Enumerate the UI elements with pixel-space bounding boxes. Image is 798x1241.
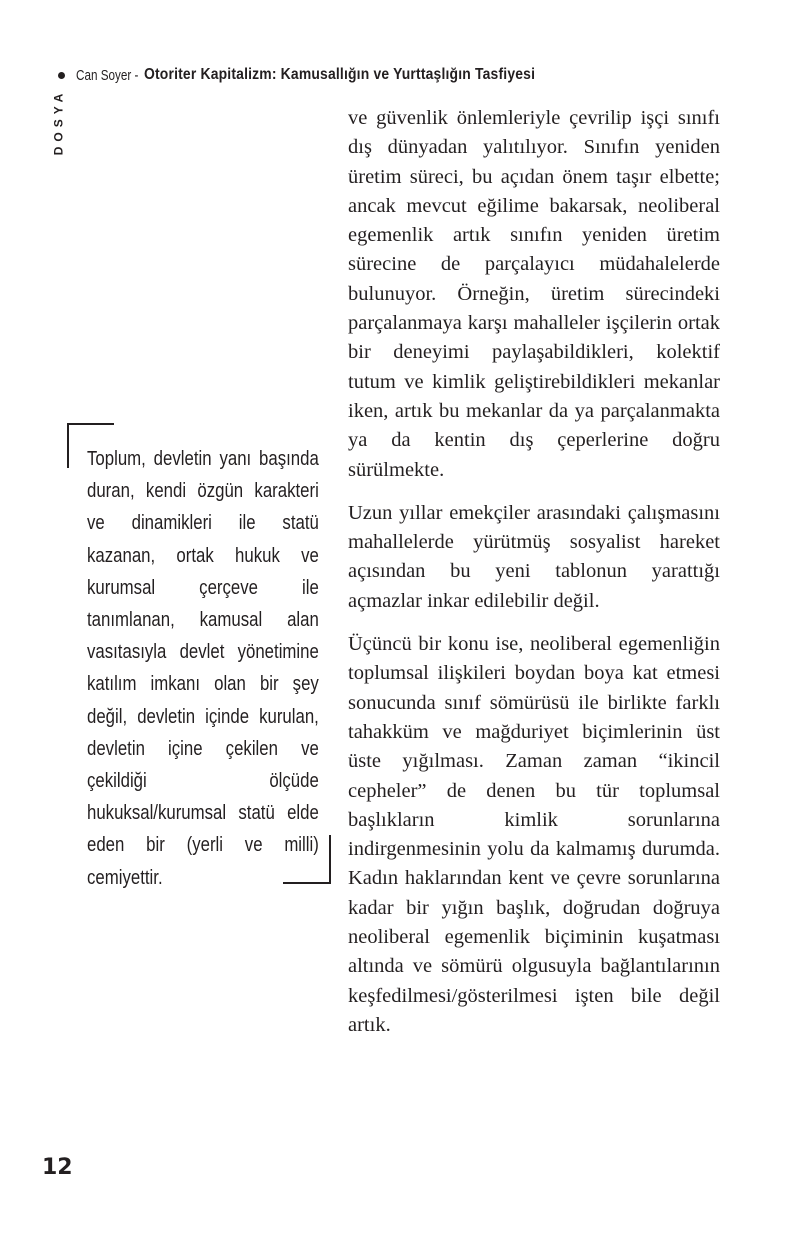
pullquote-bracket-top-horizontal — [67, 423, 114, 425]
header-author: Can Soyer - — [76, 66, 139, 84]
header-article-title: Otoriter Kapitalizm: Kamusallığın ve Yurttaşlığın Tasfiyesi — [144, 66, 536, 83]
section-label-text: DOSYA — [51, 88, 66, 156]
body-paragraph: Üçüncü bir konu ise, neoliberal egemenliğin toplumsal ilişkileri boydan boya kat etmesi sonucunda sınıf sömürüsü ile birlikte farklı tahakküm ve mağduriyet biçimlerinin üst üste yığılması. Zaman zaman “ikincil cepheler” de denen bu tür toplumsal başlıkların kimlik sorunlarına indirgenmesinin yolu da kalmamış durumda. Kadın haklarından kent ve çevre sorunlarına kadar bir yığın başlık, doğrudan doğruya neoliberal egemenlik biçiminin kuşatması altında ve sömürü olgusuyla bağlantılarının keşfedilmesi/gösterilmesi işten bile değil artık. — [348, 633, 720, 1036]
pullquote-bracket-top-vertical — [67, 423, 69, 468]
section-label — [47, 88, 69, 156]
pullquote-bracket-bottom-vertical — [329, 835, 331, 883]
body-paragraph: Uzun yıllar emekçiler arasındaki çalışmasını mahallelerde yürütmüş sosyalist hareket açısından bu yeni tablonun yarattığı açmazlar inkar edilebilir değil. — [348, 501, 720, 612]
pullquote-text: Toplum, devletin yanı başında duran, kendi özgün karakteri ve dinamikleri ile statü kazanan, ortak hukuk ve kurumsal çerçeve ile tanımlanan, kamusal alan vasıtasıyla devlet yönetimine katılım imkanı olan bir şey değil, devletin içinde kurulan, devletin içine çekilen ve çekildiği ölçüde hukuksal/kurumsal statü elde eden bir (yerli ve milli) cemiyettir. — [87, 448, 319, 889]
running-header — [58, 63, 594, 87]
bullet-icon — [58, 72, 65, 79]
pullquote — [87, 443, 319, 894]
page-number: 12 — [42, 1155, 73, 1180]
body-paragraph: ve güvenlik önlemleriyle çevrilip işçi sınıfı dış dünyadan yalıtılıyor. Sınıfın yeniden üretim süreci, bu açıdan önem taşır elbette; ancak mevcut eğilime bakarsak, neoliberal egemenlik artık sınıfın yeniden üretim sürecine de parçalayıcı müdahalelerde bulunuyor. Örneğin, üretim sürecindeki parçalanmaya karşı mahalleler işçilerin ortak bir deneyimi paylaşabildikleri, kolektif tutum ve kimlik geliştirebildikleri mekanlar iken, artık bu mekanlar da ya parçalanmakta ya da kentin dış çeperlerine doğru sürülmekte. — [348, 107, 720, 481]
body-text-column — [348, 104, 720, 1054]
